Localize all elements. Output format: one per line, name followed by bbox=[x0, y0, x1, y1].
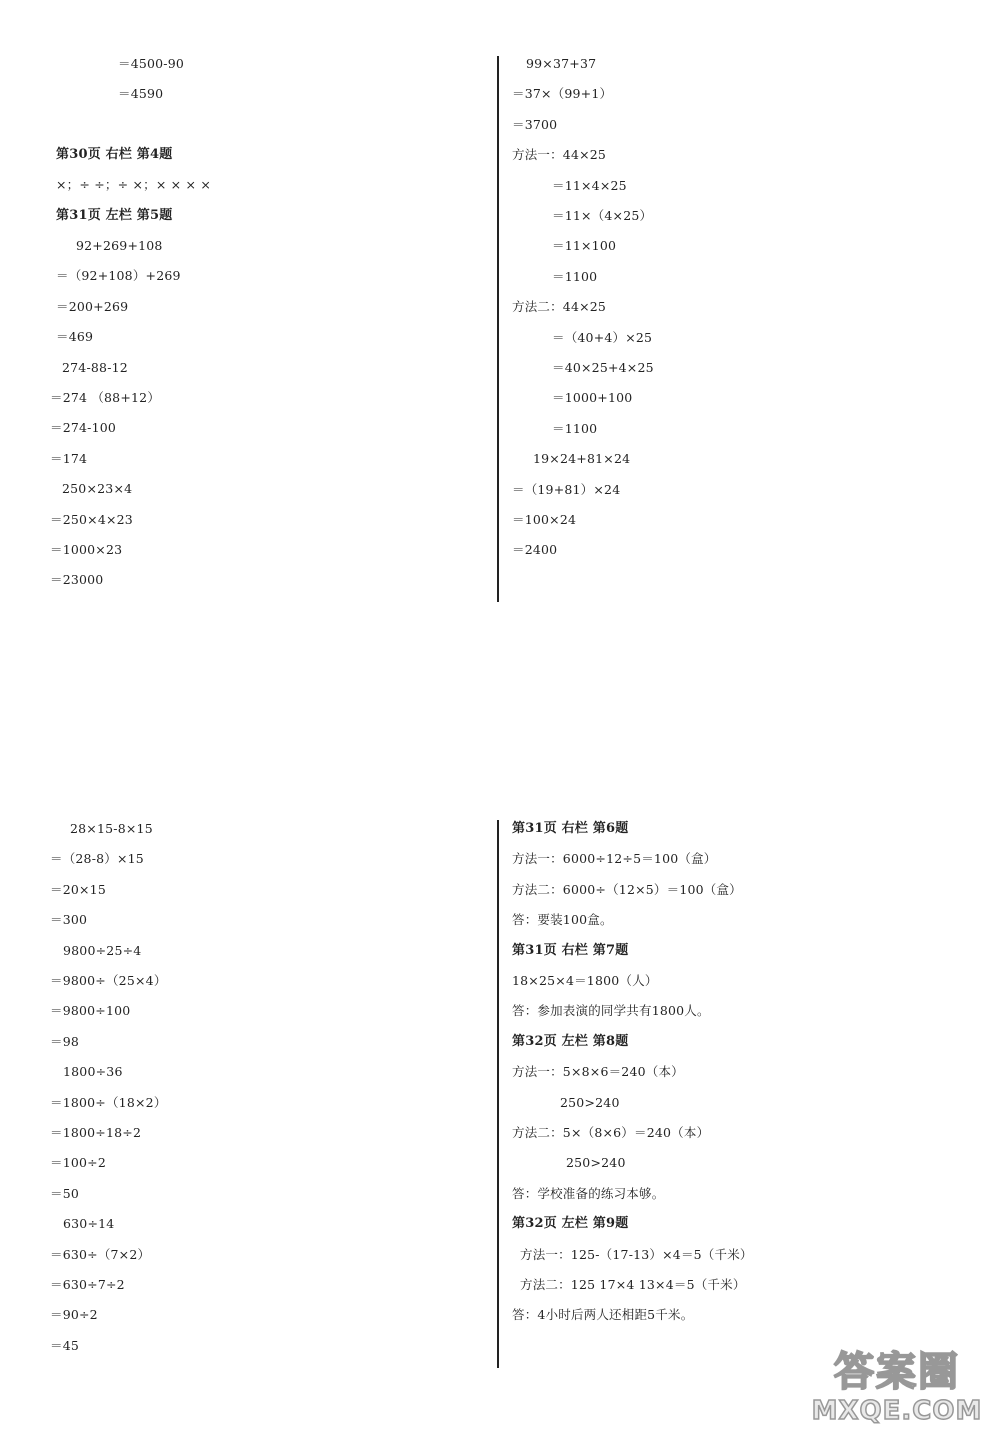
solution-line-bottom-left-0: 28×15-8×15 bbox=[70, 821, 153, 836]
column-divider-top bbox=[497, 56, 499, 602]
column-divider-bottom bbox=[497, 820, 499, 1368]
solution-line-bottom-left-14: ＝630÷（7×2） bbox=[50, 1246, 151, 1262]
solution-line-bottom-left-6: ＝9800÷100 bbox=[50, 1003, 131, 1019]
section-heading-bottom-right-7: 第32页 左栏 第8题 bbox=[512, 1033, 629, 1049]
solution-line-top-left-3: ×；÷ ÷；÷ ×；× × × × bbox=[56, 177, 212, 192]
solution-line-bottom-right-12: 答：学校准备的练习本够。 bbox=[512, 1185, 665, 1201]
solution-line-top-right-1: ＝37×（99+1） bbox=[512, 86, 613, 102]
solution-line-bottom-left-16: ＝90÷2 bbox=[50, 1307, 98, 1323]
solution-line-bottom-left-4: 9800÷25÷4 bbox=[63, 942, 142, 958]
section-heading-bottom-right-0: 第31页 右栏 第6题 bbox=[512, 821, 629, 836]
solution-line-top-left-14: ＝250×4×23 bbox=[50, 512, 133, 527]
solution-line-top-right-10: ＝40×25+4×25 bbox=[552, 360, 654, 375]
solution-line-top-right-16: ＝2400 bbox=[512, 542, 558, 558]
solution-line-bottom-left-2: ＝20×15 bbox=[50, 881, 106, 897]
section-heading-top-left-4: 第31页 左栏 第5题 bbox=[56, 208, 173, 223]
solution-line-bottom-left-10: ＝1800÷18÷2 bbox=[50, 1125, 142, 1140]
solution-line-top-right-9: ＝（40+4）×25 bbox=[552, 329, 653, 345]
watermark-text: 答案圈 bbox=[834, 1349, 960, 1395]
solution-line-top-left-7: ＝200+269 bbox=[56, 299, 129, 314]
solution-line-bottom-left-8: 1800÷36 bbox=[63, 1064, 123, 1080]
section-heading-bottom-right-4: 第31页 右栏 第7题 bbox=[512, 942, 629, 958]
solution-line-top-right-15: ＝100×24 bbox=[512, 512, 577, 527]
solution-line-bottom-left-1: ＝（28-8）×15 bbox=[50, 851, 144, 867]
solution-line-top-left-10: ＝274 （88+12） bbox=[50, 390, 161, 405]
solution-line-bottom-right-3: 答：要装100盒。 bbox=[512, 912, 613, 928]
solution-line-top-left-9: 274-88-12 bbox=[62, 360, 128, 375]
solution-line-top-left-1: ＝4590 bbox=[118, 86, 164, 101]
solution-line-top-right-13: 19×24+81×24 bbox=[533, 451, 631, 467]
solution-line-top-left-15: ＝1000×23 bbox=[50, 542, 123, 557]
solution-line-top-left-11: ＝274-100 bbox=[50, 420, 117, 435]
solution-line-bottom-left-7: ＝98 bbox=[50, 1033, 80, 1049]
solution-line-top-right-11: ＝1000+100 bbox=[552, 390, 633, 406]
solution-line-bottom-left-13: 630÷14 bbox=[63, 1216, 115, 1232]
solution-line-bottom-left-3: ＝300 bbox=[50, 912, 88, 928]
solution-line-top-right-14: ＝（19+81）×24 bbox=[512, 481, 621, 497]
solution-line-top-right-7: ＝1100 bbox=[552, 268, 598, 284]
solution-line-top-right-4: ＝11×4×25 bbox=[552, 177, 627, 193]
solution-line-bottom-right-15: 方法二：125 17×4 13×4＝5（千米） bbox=[520, 1277, 746, 1292]
solution-line-top-left-13: 250×23×4 bbox=[62, 481, 133, 496]
solution-line-top-left-12: ＝174 bbox=[50, 451, 88, 466]
solution-line-bottom-right-10: 方法二：5×（8×6）＝240（本） bbox=[512, 1125, 710, 1140]
solution-line-bottom-right-9: 250>240 bbox=[560, 1094, 620, 1110]
solution-line-top-left-5: 92+269+108 bbox=[76, 238, 163, 253]
solution-line-top-left-0: ＝4500-90 bbox=[118, 56, 185, 71]
solution-line-top-left-8: ＝469 bbox=[56, 329, 94, 344]
solution-line-bottom-right-8: 方法一：5×8×6＝240（本） bbox=[512, 1064, 684, 1080]
watermark-url: MXQE.COM bbox=[811, 1396, 983, 1426]
solution-line-top-left-16: ＝23000 bbox=[50, 572, 104, 587]
solution-line-bottom-right-1: 方法一：6000÷12÷5＝100（盒） bbox=[512, 851, 717, 867]
solution-line-top-right-5: ＝11×（4×25） bbox=[552, 208, 653, 223]
solution-line-bottom-right-14: 方法一：125-（17-13）×4＝5（千米） bbox=[520, 1246, 753, 1262]
solution-line-bottom-right-16: 答：4小时后两人还相距5千米。 bbox=[512, 1307, 694, 1323]
solution-line-top-right-0: 99×37+37 bbox=[526, 56, 597, 71]
section-heading-bottom-right-13: 第32页 左栏 第9题 bbox=[512, 1216, 629, 1232]
solution-line-top-right-3: 方法一：44×25 bbox=[512, 147, 607, 163]
solution-line-top-left-6: ＝（92+108）+269 bbox=[56, 268, 181, 283]
solution-line-bottom-left-5: ＝9800÷（25×4） bbox=[50, 973, 167, 988]
solution-line-bottom-right-6: 答：参加表演的同学共有1800人。 bbox=[512, 1003, 710, 1019]
solution-line-bottom-right-11: 250>240 bbox=[566, 1155, 626, 1171]
solution-line-bottom-right-5: 18×25×4＝1800（人） bbox=[512, 973, 658, 988]
solution-line-bottom-left-12: ＝50 bbox=[50, 1185, 80, 1201]
solution-line-bottom-left-15: ＝630÷7÷2 bbox=[50, 1277, 125, 1292]
solution-line-top-right-2: ＝3700 bbox=[512, 116, 558, 132]
solution-line-bottom-right-2: 方法二：6000÷（12×5）＝100（盒） bbox=[512, 881, 742, 897]
solution-line-bottom-left-17: ＝45 bbox=[50, 1337, 80, 1353]
solution-line-bottom-left-11: ＝100÷2 bbox=[50, 1155, 106, 1171]
solution-line-top-right-8: 方法二：44×25 bbox=[512, 299, 607, 315]
solution-line-bottom-left-9: ＝1800÷（18×2） bbox=[50, 1094, 167, 1110]
solution-line-top-right-6: ＝11×100 bbox=[552, 238, 617, 254]
watermark-logo bbox=[802, 1340, 992, 1430]
solution-line-top-right-12: ＝1100 bbox=[552, 420, 598, 436]
section-heading-top-left-2: 第30页 右栏 第4题 bbox=[56, 147, 173, 162]
